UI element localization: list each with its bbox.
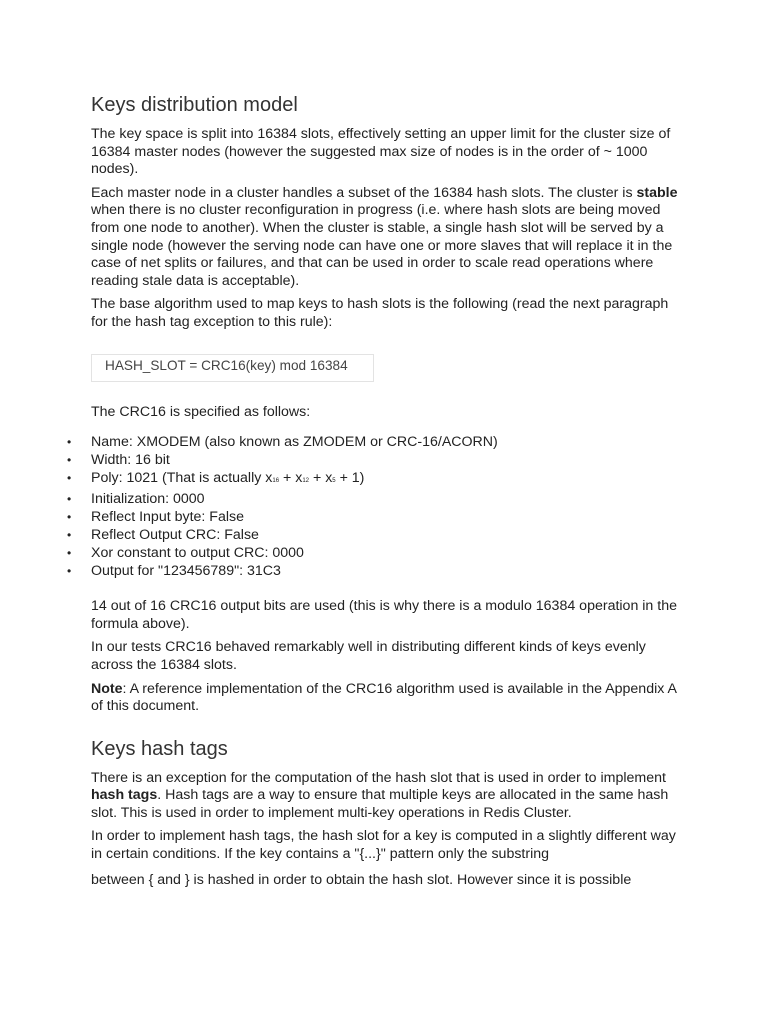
list-item bbox=[67, 562, 681, 580]
bold-term-hash-tags: hash tags bbox=[91, 787, 158, 804]
paragraph-tests: In our tests CRC16 behaved remarkably well in distributing different kinds of keys evenly across the 16384 slots. bbox=[91, 639, 646, 673]
bullet-icon: • bbox=[67, 528, 72, 543]
paragraph-output-bits: 14 out of 16 CRC16 output bits are used (this is why there is a modulo 16384 operation in the formula above). bbox=[91, 598, 677, 632]
paragraph-hash-tags-substring: between { and } is hashed in order to obtain the hash slot. However since it is possible bbox=[91, 871, 632, 888]
text-run: : A reference implementation of the CRC16 algorithm used is available in the Appendix A of this document. bbox=[91, 680, 677, 715]
poly-var: x bbox=[325, 470, 333, 487]
bullet-icon: • bbox=[67, 492, 72, 507]
list-item bbox=[67, 490, 681, 508]
poly-plus: + bbox=[279, 470, 296, 487]
paragraph-key-space: The key space is split into 16384 slots, effectively setting an upper limit for the cluster size of 16384 master nodes (however the suggested max size of nodes is in the order of ~ 1000 nodes). bbox=[91, 126, 671, 178]
poly-exponent: 12 bbox=[302, 478, 310, 485]
bullet-icon: • bbox=[67, 453, 72, 468]
paragraph-base-algorithm: The base algorithm used to map keys to hash slots is the following (read the next paragraph for the hash tag exception to this rule): bbox=[91, 296, 669, 330]
paragraph-hash-tags-implementation: In order to implement hash tags, the hash slot for a key is computed in a slightly different way in certain conditions. If the key contains a "{...}" pattern only the substring bbox=[91, 828, 676, 863]
bold-term-stable: stable bbox=[636, 184, 678, 201]
text-run: There is an exception for the computation of the hash slot that is used in order to implement bbox=[91, 769, 666, 786]
paragraph-note bbox=[91, 681, 681, 716]
list-item bbox=[67, 526, 681, 544]
poly-exponent: 16 bbox=[272, 478, 280, 485]
paragraph-master-node bbox=[91, 185, 681, 291]
poly-var: x bbox=[295, 470, 303, 487]
text-run: when there is no cluster reconfiguration in progress (i.e. where hash slots are being moved from one node to another). When the cluster is stable, a single hash slot will be served by a single node (however the serving node can have one or more slaves that will replace it in the case of net splits or failures, and that can be used in order to scale read operations where reading stale data is acceptable). bbox=[91, 202, 673, 289]
list-item-text: Reflect Output CRC: False bbox=[91, 527, 259, 544]
section-heading-keys-hash-tags: Keys hash tags bbox=[91, 737, 228, 760]
code-block-hash-slot: HASH_SLOT = CRC16(key) mod 16384 bbox=[91, 354, 374, 382]
list-item bbox=[67, 544, 681, 562]
list-item bbox=[67, 451, 681, 469]
paragraph-hash-tags-exception bbox=[91, 770, 681, 823]
bullet-icon: • bbox=[67, 564, 72, 579]
poly-plus: + bbox=[309, 470, 326, 487]
bullet-icon: • bbox=[67, 546, 72, 561]
bold-term-note: Note bbox=[91, 680, 123, 697]
document-content bbox=[67, 92, 681, 895]
section-heading-keys-distribution-model: Keys distribution model bbox=[91, 94, 298, 116]
list-item-poly bbox=[67, 469, 681, 490]
text-run: Each master node in a cluster handles a subset of the 16384 hash slots. The cluster is bbox=[91, 184, 637, 201]
poly-suffix: + 1) bbox=[335, 470, 365, 487]
list-item-text: Name: XMODEM (also known as ZMODEM or CRC-16/ACORN) bbox=[91, 434, 498, 451]
list-item-text: Output for "123456789": 31C3 bbox=[91, 563, 281, 580]
poly-exponent: 5 bbox=[332, 478, 336, 485]
poly-prefix: Poly: 1021 (That is actually bbox=[91, 470, 266, 487]
bullet-icon: • bbox=[67, 435, 72, 450]
bullet-icon: • bbox=[67, 510, 72, 525]
list-item-text: Width: 16 bit bbox=[91, 452, 170, 469]
poly-var: x bbox=[265, 470, 273, 487]
list-item bbox=[67, 508, 681, 526]
bullet-icon: • bbox=[67, 471, 72, 486]
text-run: . Hash tags are a way to ensure that multiple keys are allocated in the same hash slot. This is used in order to implement multi-key operations in Redis Cluster. bbox=[91, 787, 669, 821]
list-item-text: Xor constant to output CRC: 0000 bbox=[91, 545, 304, 562]
paragraph-crc16-spec: The CRC16 is specified as follows: bbox=[91, 403, 311, 420]
list-item-text: Reflect Input byte: False bbox=[91, 509, 244, 526]
crc16-spec-list bbox=[67, 433, 681, 580]
list-item bbox=[67, 433, 681, 451]
list-item-text: Initialization: 0000 bbox=[91, 491, 205, 508]
